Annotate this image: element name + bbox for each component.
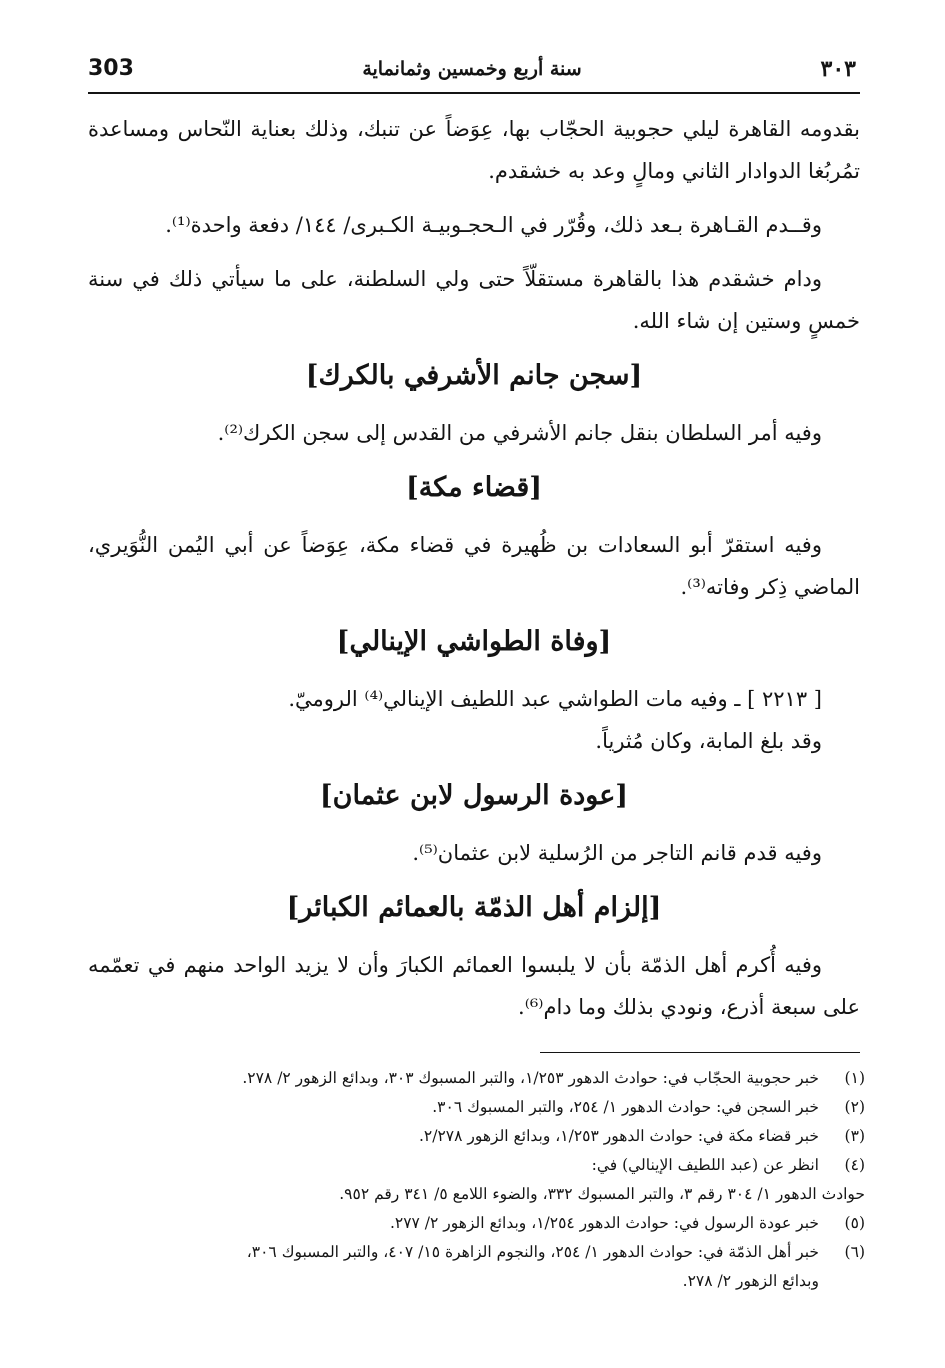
paragraph: وقــدم القـاهرة بـعد ذلك، وقُرّر في الـحجـوبيـة الكـبرى/ ١٤٤/ دفعة واحدة⁽¹⁾. <box>165 213 822 237</box>
section-heading: [عودة الرسول لابن عثمان] <box>319 780 629 811</box>
header-rule <box>88 92 860 94</box>
footnote-text: انظر عن (عبد اللطيف الإينالي) في: <box>591 1156 819 1174</box>
running-title: سنة أربع وخمسين وثمانماية <box>362 58 582 80</box>
footnote-text: خبر قضاء مكة في: حوادث الدهور ١/٢٥٣، وبدائع الزهور ٢/٢٧٨. <box>418 1127 819 1145</box>
footnote-number: (٥) <box>844 1214 865 1232</box>
footnote <box>100 1238 865 1267</box>
footnote <box>100 1151 865 1180</box>
page-number-latin: 303 <box>88 56 134 81</box>
paragraph: بقدومه القاهرة ليلي حجوبية الحجّاب بها، عِوَضاً عن تنبك، وذلك بعناية النّحاس ومساعدة تمُربُغا الدوادار الثاني ومالٍ وعد به خشقدم. <box>88 117 860 183</box>
footnote-text: خبر حجوبية الحجّاب في: حوادث الدهور ١/٢٥٣، والتبر المسبوك ٣٠٣، وبدائع الزهور ٢/ ٢٧٨. <box>242 1069 819 1087</box>
footnote-number: (٦) <box>844 1243 865 1261</box>
paragraph: وفيه قدم قانم التاجر من الرُسلية لابن عثمان⁽⁵⁾. <box>412 841 822 865</box>
footnote-number: (١) <box>844 1069 865 1087</box>
section-heading: [وفاة الطواشي الإينالي] <box>336 626 612 657</box>
footnote-text: خبر أهل الذمّة في: حوادث الدهور ١/ ٢٥٤، والنجوم الزاهرة ١٥/ ٤٠٧، والتبر المسبوك ٣٠٦، <box>246 1243 819 1261</box>
paragraph: وفيه أُكرم أهل الذمّة بأن لا يلبسوا العمائم الكبارَ وأن لا يزيد الواحد منهم في تعمّمه على سبعة أذرع، ونودي بذلك وما دام⁽⁶⁾. <box>88 953 860 1019</box>
footnote <box>100 1093 865 1122</box>
main-text <box>88 108 860 1040</box>
page-number-arabic: ٣٠٣ <box>820 56 856 82</box>
footnote <box>100 1209 865 1238</box>
footnote-text: خبر عودة الرسول في: حوادث الدهور ١/٢٥٤، وبدائع الزهور ٢/ ٢٧٧. <box>389 1214 819 1232</box>
footnote-continuation: حوادث الدهور ١/ ٣٠٤ رقم ٣، والتبر المسبوك ٣٣٢، والضوء اللامع ٥/ ٣٤١ رقم ٩٥٢. <box>339 1185 865 1203</box>
section-heading: [إلزام أهل الذمّة بالعمائم الكبائر] <box>286 892 662 923</box>
paragraph: وقد بلغ المابة، وكان مُثرياً. <box>595 729 822 753</box>
paragraph: وفيه استقرّ أبو السعادات بن ظُهيرة في قضاء مكة، عِوَضاً عن أبي اليُمن النُّوَيري، الماضي ذِكر وفاته⁽³⁾. <box>88 533 860 599</box>
footnote-number: (٣) <box>844 1127 865 1145</box>
footnote-text: خبر السجن في: حوادث الدهور ١/ ٢٥٤، والتبر المسبوك ٣٠٦. <box>432 1098 819 1116</box>
biography-entry: [ ٢٢١٣ ] ـ وفيه مات الطواشي عبد اللطيف الإينالي⁽⁴⁾ الروميّ. <box>288 687 822 711</box>
footnote-continuation: وبدائع الزهور ٢/ ٢٧٨. <box>682 1272 819 1290</box>
paragraph: ودام خشقدم هذا بالقاهرة مستقلّاً حتى ولي السلطنة، على ما سيأتي ذلك في سنة خمسٍ وستين إن شاء الله. <box>88 267 860 333</box>
footnote <box>100 1122 865 1151</box>
paragraph: وفيه أمر السلطان بنقل جانم الأشرفي من القدس إلى سجن الكرك⁽²⁾. <box>217 421 822 445</box>
footnotes <box>100 1064 865 1296</box>
footnote-number: (٤) <box>844 1156 865 1174</box>
section-heading: [سجن جانم الأشرفي بالكرك] <box>305 360 643 391</box>
running-header <box>88 56 856 90</box>
section-heading: [قضاء مكة] <box>405 472 543 503</box>
footnote-separator <box>540 1052 860 1053</box>
footnote-number: (٢) <box>844 1098 865 1116</box>
footnote <box>100 1064 865 1093</box>
